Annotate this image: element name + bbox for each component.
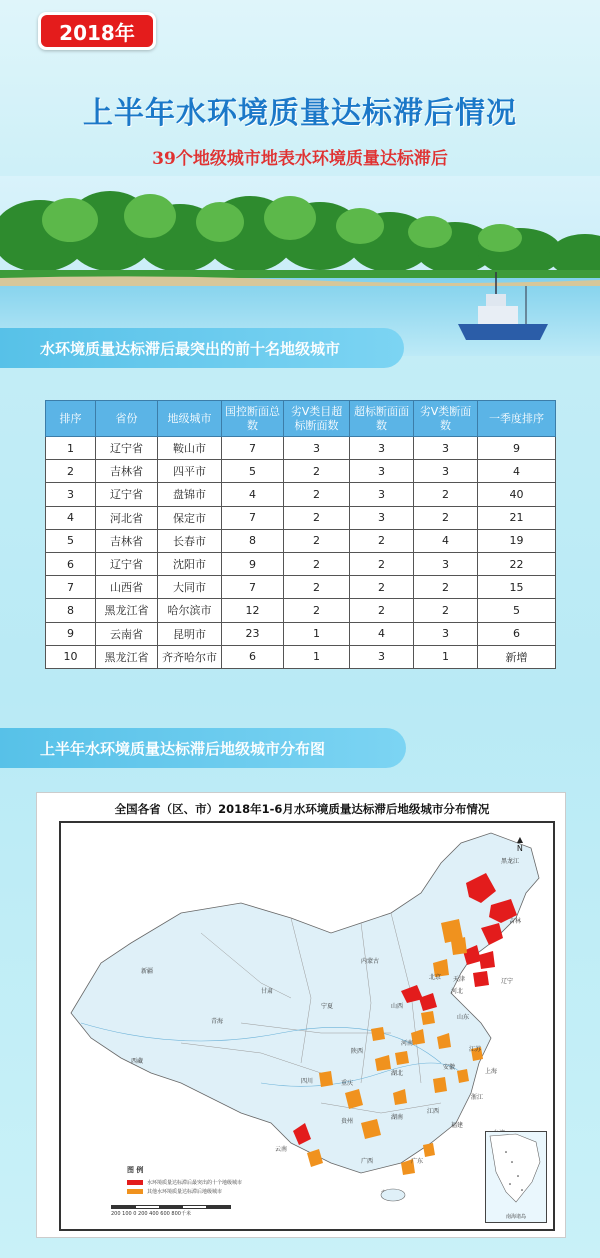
table-cell: 21: [478, 506, 556, 529]
table-row: [46, 483, 556, 506]
table-cell: 吉林省: [96, 460, 158, 483]
table-cell: 23: [222, 622, 284, 645]
table-cell: 黑龙江省: [96, 599, 158, 622]
table-header-row: [46, 401, 556, 437]
table-cell: 7: [222, 506, 284, 529]
column-header: 一季度排序: [478, 401, 556, 437]
table-cell: 保定市: [158, 506, 222, 529]
column-header: 地级城市: [158, 401, 222, 437]
table-cell: 四平市: [158, 460, 222, 483]
svg-text:河北: 河北: [451, 988, 464, 995]
column-header: 国控断面总数: [222, 401, 284, 437]
section-header-distribution-map: 上半年水环境质量达标滞后地级城市分布图: [0, 728, 406, 768]
table-cell: 40: [478, 483, 556, 506]
section-header-top-ten: 水环境质量达标滞后最突出的前十名地级城市: [0, 328, 404, 368]
table-cell: 2: [350, 529, 414, 552]
table-cell: 2: [414, 506, 478, 529]
table-cell: 2: [414, 599, 478, 622]
table-row: [46, 645, 556, 668]
table-row: [46, 506, 556, 529]
table-cell: 新增: [478, 645, 556, 668]
column-header: 劣Ⅴ类目超标断面数: [284, 401, 350, 437]
table-cell: 2: [284, 483, 350, 506]
svg-text:四川: 四川: [301, 1078, 314, 1085]
table-cell: 3: [350, 506, 414, 529]
scale-bar: [111, 1205, 261, 1217]
table-cell: 3: [350, 645, 414, 668]
north-arrow-icon: ▲ N: [516, 835, 523, 853]
table-cell: 3: [284, 437, 350, 460]
svg-text:辽宁: 辽宁: [501, 978, 514, 985]
table-cell: 长春市: [158, 529, 222, 552]
svg-text:山东: 山东: [457, 1014, 470, 1021]
svg-text:广西: 广西: [361, 1158, 374, 1165]
table-cell: 1: [284, 645, 350, 668]
table-cell: 3: [46, 483, 96, 506]
table-row: [46, 622, 556, 645]
year-badge: [38, 12, 156, 50]
svg-text:天津: 天津: [453, 976, 466, 983]
legend-label: 水环境质量达标滞后最突出的十个地级城市: [147, 1180, 243, 1186]
legend-label: 其他水环境质量达标滞后地级城市: [147, 1189, 223, 1195]
table-row: [46, 529, 556, 552]
table-cell: 盘锦市: [158, 483, 222, 506]
table-cell: 6: [478, 622, 556, 645]
svg-text:宁夏: 宁夏: [321, 1003, 334, 1010]
svg-text:黑龙江: 黑龙江: [501, 858, 520, 865]
top-ten-table: [45, 400, 555, 669]
svg-text:云南: 云南: [275, 1146, 288, 1153]
svg-text:贵州: 贵州: [341, 1118, 354, 1125]
table-cell: 2: [414, 483, 478, 506]
table-cell: 9: [46, 622, 96, 645]
table-cell: 8: [46, 599, 96, 622]
legend-swatch-orange: [127, 1189, 143, 1194]
table-cell: 2: [350, 576, 414, 599]
table-cell: 6: [46, 552, 96, 575]
svg-text:浙江: 浙江: [471, 1094, 484, 1101]
svg-text:江苏: 江苏: [469, 1046, 482, 1053]
table-cell: 4: [414, 529, 478, 552]
table-cell: 5: [222, 460, 284, 483]
svg-text:新疆: 新疆: [141, 968, 154, 975]
table-cell: 2: [350, 552, 414, 575]
svg-text:吉林: 吉林: [509, 918, 522, 925]
svg-text:西藏: 西藏: [131, 1058, 144, 1065]
table-cell: 3: [414, 460, 478, 483]
svg-text:福建: 福建: [451, 1122, 464, 1129]
legend-item: [127, 1179, 267, 1186]
legend-heading: 图 例: [127, 1166, 144, 1174]
table-cell: 7: [46, 576, 96, 599]
table-cell: 19: [478, 529, 556, 552]
table-cell: 黑龙江省: [96, 645, 158, 668]
table-cell: 3: [350, 437, 414, 460]
distribution-map-card: [36, 792, 566, 1238]
table-cell: 4: [350, 622, 414, 645]
table-cell: 3: [414, 437, 478, 460]
china-map: [59, 821, 555, 1231]
map-legend: [127, 1165, 267, 1197]
table-cell: 6: [222, 645, 284, 668]
table-cell: 9: [222, 552, 284, 575]
table-cell: 3: [414, 552, 478, 575]
legend-item: [127, 1188, 267, 1195]
year-badge-text: 2018年: [41, 15, 153, 47]
table-cell: 2: [284, 460, 350, 483]
table-cell: 2: [284, 506, 350, 529]
table-cell: 8: [222, 529, 284, 552]
table-cell: 哈尔滨市: [158, 599, 222, 622]
table-cell: 辽宁省: [96, 552, 158, 575]
svg-text:湖北: 湖北: [391, 1070, 404, 1077]
svg-text:陕西: 陕西: [351, 1048, 364, 1055]
svg-text:青海: 青海: [211, 1018, 224, 1025]
table-cell: 5: [46, 529, 96, 552]
svg-text:北京: 北京: [429, 974, 442, 981]
table-cell: 1: [46, 437, 96, 460]
table-cell: 4: [222, 483, 284, 506]
table-cell: 2: [350, 599, 414, 622]
map-title: 全国各省（区、市）2018年1-6月水环境质量达标滞后地级城市分布情况: [114, 802, 490, 816]
table-row: [46, 552, 556, 575]
table-cell: 齐齐哈尔市: [158, 645, 222, 668]
table-cell: 2: [284, 576, 350, 599]
table-cell: 5: [478, 599, 556, 622]
legend-swatch-red: [127, 1180, 143, 1185]
svg-text:湖南: 湖南: [391, 1114, 404, 1121]
column-header: 排序: [46, 401, 96, 437]
svg-text:重庆: 重庆: [341, 1080, 354, 1087]
table-cell: 9: [478, 437, 556, 460]
svg-text:河南: 河南: [401, 1040, 414, 1047]
table-cell: 大同市: [158, 576, 222, 599]
svg-text:上海: 上海: [485, 1068, 498, 1075]
table-cell: 4: [478, 460, 556, 483]
table-cell: 1: [284, 622, 350, 645]
table-cell: 3: [414, 622, 478, 645]
table-row: [46, 437, 556, 460]
table-cell: 2: [284, 552, 350, 575]
table-cell: 22: [478, 552, 556, 575]
inset-label: 南海诸岛: [505, 1214, 526, 1220]
svg-text:甘肃: 甘肃: [261, 988, 274, 995]
table-cell: 辽宁省: [96, 483, 158, 506]
table-cell: 12: [222, 599, 284, 622]
page-title: 上半年水环境质量达标滞后情况: [83, 96, 517, 131]
table-cell: 沈阳市: [158, 552, 222, 575]
table-cell: 10: [46, 645, 96, 668]
table-cell: 鞍山市: [158, 437, 222, 460]
scale-label: 200 100 0 200 400 600 800千米: [111, 1211, 191, 1217]
table-row: [46, 599, 556, 622]
table-cell: 2: [414, 576, 478, 599]
svg-text:广东: 广东: [411, 1158, 424, 1165]
north-label: N: [516, 844, 523, 853]
table-cell: 昆明市: [158, 622, 222, 645]
table-cell: 2: [284, 529, 350, 552]
table-cell: 7: [222, 437, 284, 460]
table-cell: 辽宁省: [96, 437, 158, 460]
table-cell: 15: [478, 576, 556, 599]
svg-text:内蒙古: 内蒙古: [361, 958, 380, 965]
table-cell: 1: [414, 645, 478, 668]
table-cell: 2: [284, 599, 350, 622]
column-header: 劣Ⅴ类断面数: [414, 401, 478, 437]
column-header: 超标断面面数: [350, 401, 414, 437]
svg-text:山西: 山西: [391, 1003, 404, 1010]
south-china-sea-inset: [485, 1131, 547, 1223]
table-row: [46, 576, 556, 599]
column-header: 省份: [96, 401, 158, 437]
table-cell: 3: [350, 460, 414, 483]
table-cell: 山西省: [96, 576, 158, 599]
table-cell: 7: [222, 576, 284, 599]
table-cell: 河北省: [96, 506, 158, 529]
page-subtitle: 39个地级城市地表水环境质量达标滞后: [152, 149, 448, 169]
table-cell: 4: [46, 506, 96, 529]
table-cell: 云南省: [96, 622, 158, 645]
svg-text:江西: 江西: [427, 1108, 440, 1115]
svg-text:安徽: 安徽: [443, 1064, 456, 1071]
table-cell: 3: [350, 483, 414, 506]
table-row: [46, 460, 556, 483]
table-cell: 吉林省: [96, 529, 158, 552]
table-cell: 2: [46, 460, 96, 483]
